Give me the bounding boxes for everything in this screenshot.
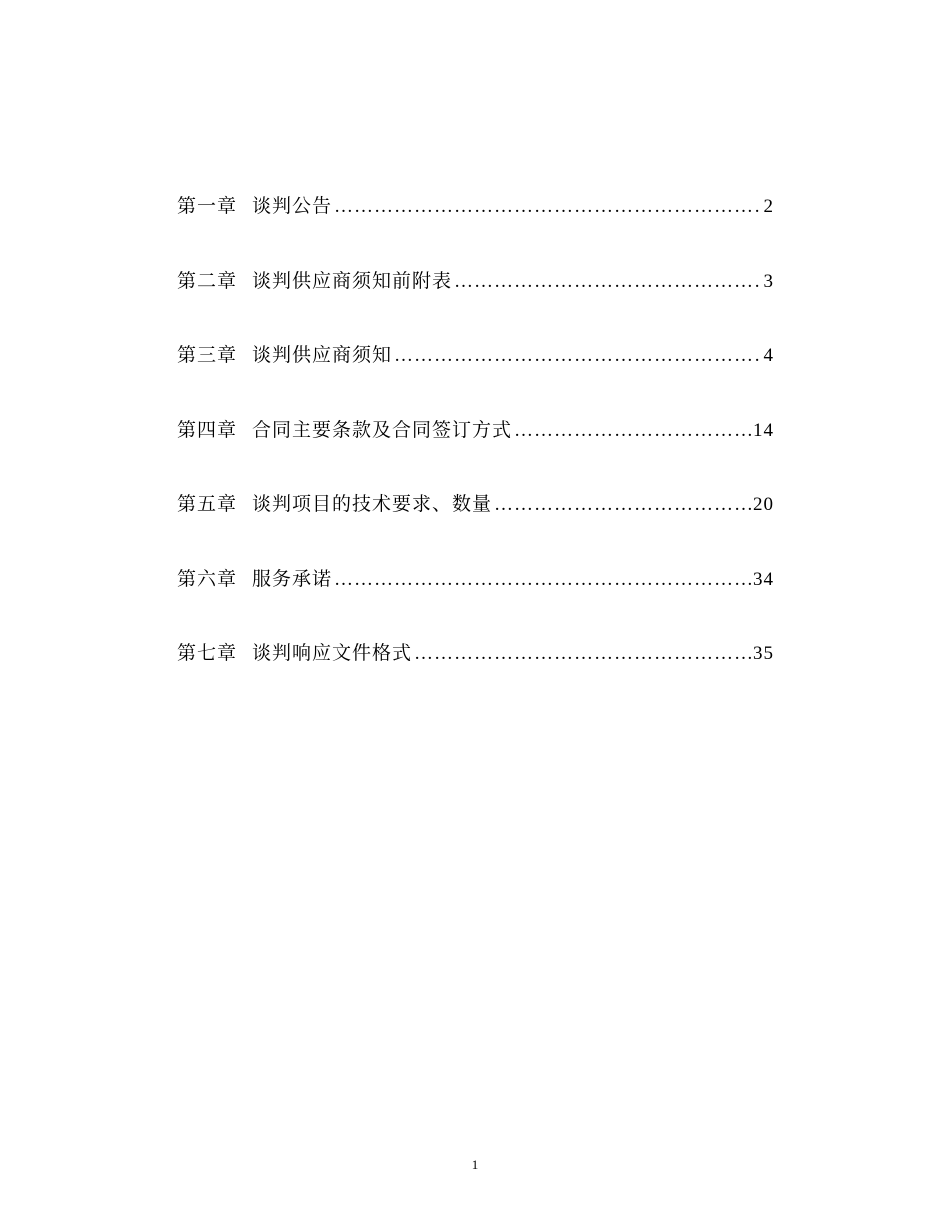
dot-leader <box>334 191 761 223</box>
chapter-title: 谈判项目的技术要求、数量 <box>252 493 493 515</box>
toc-entry-chapter-2[interactable] <box>177 265 774 340</box>
chapter-number: 第七章 <box>177 642 238 664</box>
table-of-contents <box>177 190 774 712</box>
toc-entry-chapter-1[interactable] <box>177 190 774 265</box>
chapter-title: 谈判供应商须知前附表 <box>252 269 453 292</box>
dot-leader <box>414 638 751 670</box>
dot-leader <box>514 415 751 447</box>
dot-leader <box>454 266 761 298</box>
chapter-number: 第六章 <box>177 567 238 590</box>
chapter-number: 第四章 <box>177 418 238 441</box>
toc-entry-chapter-6[interactable] <box>177 563 774 638</box>
dot-leader <box>494 489 751 521</box>
page-reference: 20 <box>753 494 774 515</box>
chapter-number: 第一章 <box>177 195 238 217</box>
chapter-number: 第三章 <box>177 344 238 366</box>
toc-entry-chapter-5[interactable] <box>177 488 774 563</box>
chapter-number: 第二章 <box>177 269 238 292</box>
chapter-title: 谈判供应商须知 <box>252 344 393 366</box>
page-reference: 3 <box>763 270 774 292</box>
chapter-number: 第五章 <box>177 493 238 515</box>
toc-entry-chapter-4[interactable] <box>177 414 774 489</box>
page-reference: 34 <box>753 568 774 590</box>
toc-entry-chapter-7[interactable] <box>177 637 774 712</box>
chapter-title: 合同主要条款及合同签订方式 <box>252 418 513 441</box>
page-reference: 35 <box>753 643 774 664</box>
chapter-title: 谈判响应文件格式 <box>252 642 413 664</box>
dot-leader <box>394 340 761 372</box>
page-reference: 4 <box>763 345 774 366</box>
chapter-title: 谈判公告 <box>252 195 333 217</box>
dot-leader <box>334 564 751 596</box>
page-number: 1 <box>471 1157 479 1172</box>
page-reference: 14 <box>753 419 774 441</box>
page-reference: 2 <box>763 196 774 217</box>
chapter-title: 服务承诺 <box>252 567 333 590</box>
toc-entry-chapter-3[interactable] <box>177 339 774 414</box>
